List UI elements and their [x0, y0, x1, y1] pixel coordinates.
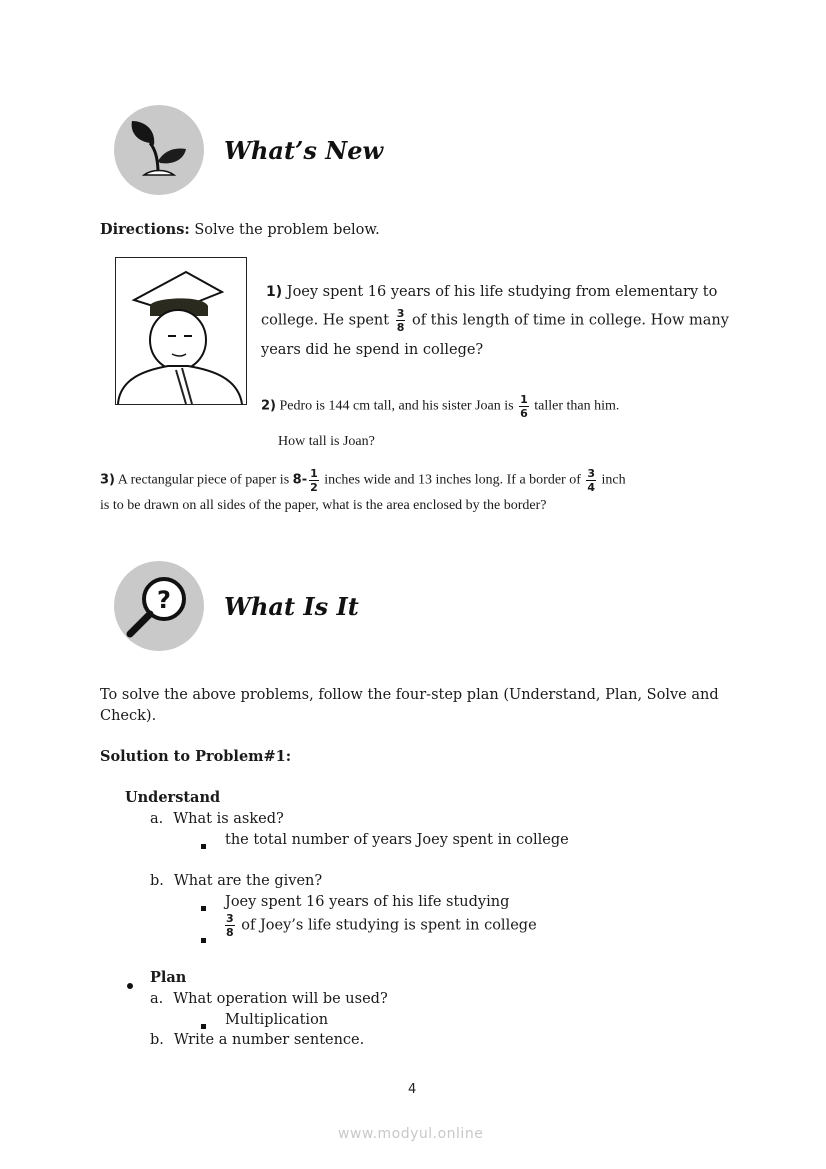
directions-text: Solve the problem below.: [189, 222, 380, 238]
bullet-square-icon: [201, 896, 206, 915]
graduate-boy-illustration: [115, 257, 247, 405]
plan-heading: Plan: [150, 969, 187, 986]
fraction-1-2: $\frac{1}{2}$: [310, 467, 318, 494]
plan-a: a. What operation will be used?: [150, 991, 388, 1007]
problem-2-line-2: How tall is Joan?: [278, 434, 375, 449]
problem-1-number: 1): [266, 284, 283, 300]
plan-a-bullet: Multiplication: [225, 1012, 329, 1028]
bullet-square-icon: [201, 834, 206, 853]
fraction-3-4: $\frac{3}{4}$: [587, 467, 596, 494]
understand-a: a. What is asked?: [150, 811, 284, 827]
page-number: 4: [408, 1082, 417, 1097]
fraction-1-6: $\frac{1}{6}$: [520, 393, 528, 420]
problem-2-number: 2): [261, 398, 276, 414]
problem-3-line-2: is to be drawn on all sides of the paper, what is the area enclosed by the border?: [100, 498, 547, 513]
problem-2-line-1: 2) Pedro is 144 cm tall, and his sister Joan is $\frac{1}{6}$ taller than him.: [261, 393, 620, 420]
watermark: www.modyul.online: [338, 1126, 484, 1142]
fraction-3-8: $\frac{3}{8}$: [226, 912, 234, 939]
understand-b-bullet-1: Joey spent 16 years of his life studying: [225, 894, 510, 910]
svg-text:?: ?: [157, 586, 171, 614]
problem-1-line-2: college. He spent $\frac{3}{8}$ of this length of time in college. How many: [261, 307, 729, 334]
bullet-dot-icon: [127, 974, 133, 993]
understand-b: b. What are the given?: [150, 873, 323, 889]
solution-heading: Solution to Problem#1:: [100, 748, 292, 765]
fraction-3-8: $\frac{3}{8}$: [396, 307, 405, 334]
problem-1-line-1: 1) Joey spent 16 years of his life studying from elementary to: [266, 284, 718, 300]
bullet-square-icon: [201, 928, 206, 947]
intro-line-2: Check).: [100, 708, 157, 724]
problem-3-number: 3): [100, 472, 115, 488]
plan-b: b. Write a number sentence.: [150, 1032, 365, 1048]
plant-sprout-icon: [114, 105, 204, 195]
problem-3-line-1: 3) A rectangular piece of paper is 8- $\frac{1}{2}$ inches wide and 13 inches long. If a border of $\frac{3}{4}$ inch: [100, 467, 626, 494]
understand-heading: Understand: [125, 789, 221, 806]
problem-1-line-3: years did he spend in college?: [261, 342, 484, 358]
understand-a-bullet: the total number of years Joey spent in college: [225, 832, 569, 848]
intro-line-1: To solve the above problems, follow the four-step plan (Understand, Plan, Solve and: [100, 687, 719, 703]
understand-b-bullet-2: $\frac{3}{8}$ of Joey’s life studying is spent in college: [226, 912, 537, 939]
section-title-whats-new: What’s New: [224, 136, 384, 165]
directions-label: Directions:: [100, 221, 190, 238]
directions: [100, 220, 380, 240]
magnifier-question-icon: [114, 561, 204, 651]
section-title-what-is-it: What Is It: [224, 592, 359, 621]
